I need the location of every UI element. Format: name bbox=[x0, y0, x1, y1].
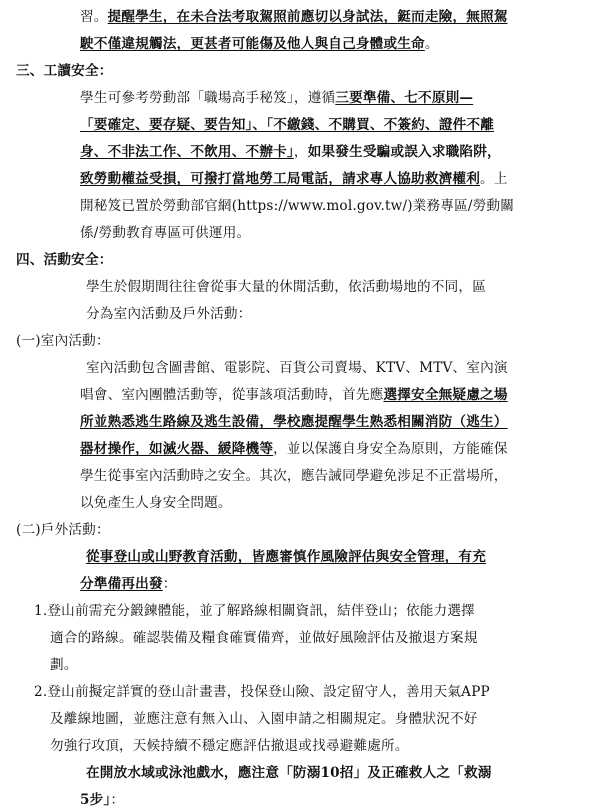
text-line bbox=[86, 278, 600, 296]
body-text: 係/勞動教育專區可供運用。 bbox=[80, 225, 251, 241]
text-line bbox=[80, 89, 600, 107]
emphasized-text: 三要準備、七不原則— bbox=[335, 90, 474, 106]
text-line bbox=[80, 494, 600, 512]
text-line bbox=[34, 602, 600, 620]
text-line bbox=[16, 332, 600, 350]
text-line bbox=[50, 737, 600, 755]
text-line bbox=[80, 467, 600, 485]
text-line bbox=[86, 548, 600, 566]
body-text: 以免產生人身安全問題。 bbox=[80, 495, 232, 511]
body-text: 學生從事室內活動時之安全。其次，應告誡同學避免涉足不正當場所， bbox=[80, 468, 508, 484]
bold-text: 如果發生受騙或誤入求職陷阱， bbox=[307, 144, 501, 160]
body-text: 分為室內活動及戶外活動： bbox=[86, 306, 252, 322]
text-line bbox=[80, 170, 600, 188]
emphasized-text: 身、不非法工作、不飲用、不辦卡」 bbox=[80, 144, 294, 160]
text-line bbox=[80, 440, 600, 458]
emphasized-text: 「要確定、要存疑、要告知」、「不繳錢、不購買、不簽約、證件不離 bbox=[80, 117, 495, 133]
text-line bbox=[80, 224, 600, 242]
body-text: 唱會、室內團體活動等，從事該項活動時，首先應 bbox=[80, 387, 384, 403]
text-line bbox=[16, 62, 600, 80]
emphasized-text: 分準備再出發 bbox=[80, 576, 163, 592]
body-text: ，並以保護自身安全為原則，方能確保 bbox=[273, 441, 508, 457]
text-line bbox=[86, 359, 600, 377]
body-text: 習。 bbox=[80, 9, 108, 25]
body-text: 2.登山前擬定詳實的登山計畫書，投保登山險、設定留守人，善用天氣APP bbox=[34, 684, 490, 700]
text-line bbox=[80, 116, 600, 134]
body-text: 室內活動包含圖書館、電影院、百貨公司賣場、KTV、MTV、室內演 bbox=[86, 360, 508, 376]
body-text: 1.登山前需充分鍛鍊體能，並了解路線相關資訊，結伴登山；依能力選擇 bbox=[34, 603, 475, 619]
bold-text: 三、工讀安全： bbox=[16, 63, 113, 79]
text-line bbox=[80, 8, 600, 26]
body-text: ： bbox=[162, 576, 177, 592]
text-line bbox=[80, 197, 600, 215]
bold-text: 在開放水域或泳池戲水，應注意「防溺10招」及正確救人之「救溺 bbox=[86, 765, 492, 781]
emphasized-text: 器材操作，如滅火器、緩降機等 bbox=[80, 441, 274, 457]
body-text: 開秘笈已置於勞動部官網(https://www.mol.gov.tw/)業務專區/勞動關 bbox=[80, 198, 515, 214]
text-line bbox=[50, 656, 600, 674]
body-text: 及離線地圖，並應注意有無入山、入園申請之相關規定。身體狀況不好 bbox=[50, 711, 478, 727]
body-text: (二)戶外活動： bbox=[16, 522, 110, 538]
emphasized-text: 提醒學生，在未合法考取駕照前應切以身試法，鋌而走險，無照駕 bbox=[107, 9, 508, 25]
body-text: 勿強行攻頂，天候持續不穩定應評估撤退或找尋避難處所。 bbox=[50, 738, 409, 754]
body-text: 學生於假期間往往會從事大量的休閒活動，依活動場地的不同，區 bbox=[86, 279, 487, 295]
emphasized-text: 駛不僅違規觸法，更甚者可能傷及他人與自己身體或生命 bbox=[80, 36, 425, 52]
bold-text: 四、活動安全： bbox=[16, 252, 113, 268]
body-text: ， bbox=[293, 144, 308, 160]
text-line bbox=[80, 386, 600, 404]
text-line bbox=[86, 764, 600, 782]
body-text: (一)室內活動： bbox=[16, 333, 110, 349]
bold-text: 5步」 bbox=[80, 792, 111, 808]
emphasized-text: 從事登山或山野教育活動，皆應審慎作風險評估與安全管理，有充 bbox=[86, 549, 487, 565]
body-text: 劃。 bbox=[50, 657, 78, 673]
text-line bbox=[50, 710, 600, 728]
text-line bbox=[80, 413, 600, 431]
body-text: 。 bbox=[424, 36, 439, 52]
text-line bbox=[16, 521, 600, 539]
text-line bbox=[80, 791, 600, 809]
text-line bbox=[50, 629, 600, 647]
body-text: ： bbox=[110, 792, 125, 808]
text-line bbox=[86, 305, 600, 323]
text-line bbox=[34, 683, 600, 701]
text-line bbox=[80, 575, 600, 593]
emphasized-text: 所並熟悉逃生路線及逃生設備，學校應提醒學生熟悉相關消防（逃生） bbox=[80, 414, 508, 430]
emphasized-text: 致勞動權益受損，可撥打當地勞工局電話，請求專人協助救濟權利 bbox=[80, 171, 481, 187]
text-line bbox=[80, 143, 600, 161]
text-line bbox=[80, 35, 600, 53]
body-text: 。上 bbox=[480, 171, 508, 187]
body-text: 適合的路線。確認裝備及糧食確實備齊，並做好風險評估及撤退方案規 bbox=[50, 630, 478, 646]
emphasized-text: 選擇安全無疑慮之場 bbox=[383, 387, 508, 403]
text-line bbox=[16, 251, 600, 269]
body-text: 學生可參考勞動部「職場高手秘笈」，遵循 bbox=[80, 90, 336, 106]
